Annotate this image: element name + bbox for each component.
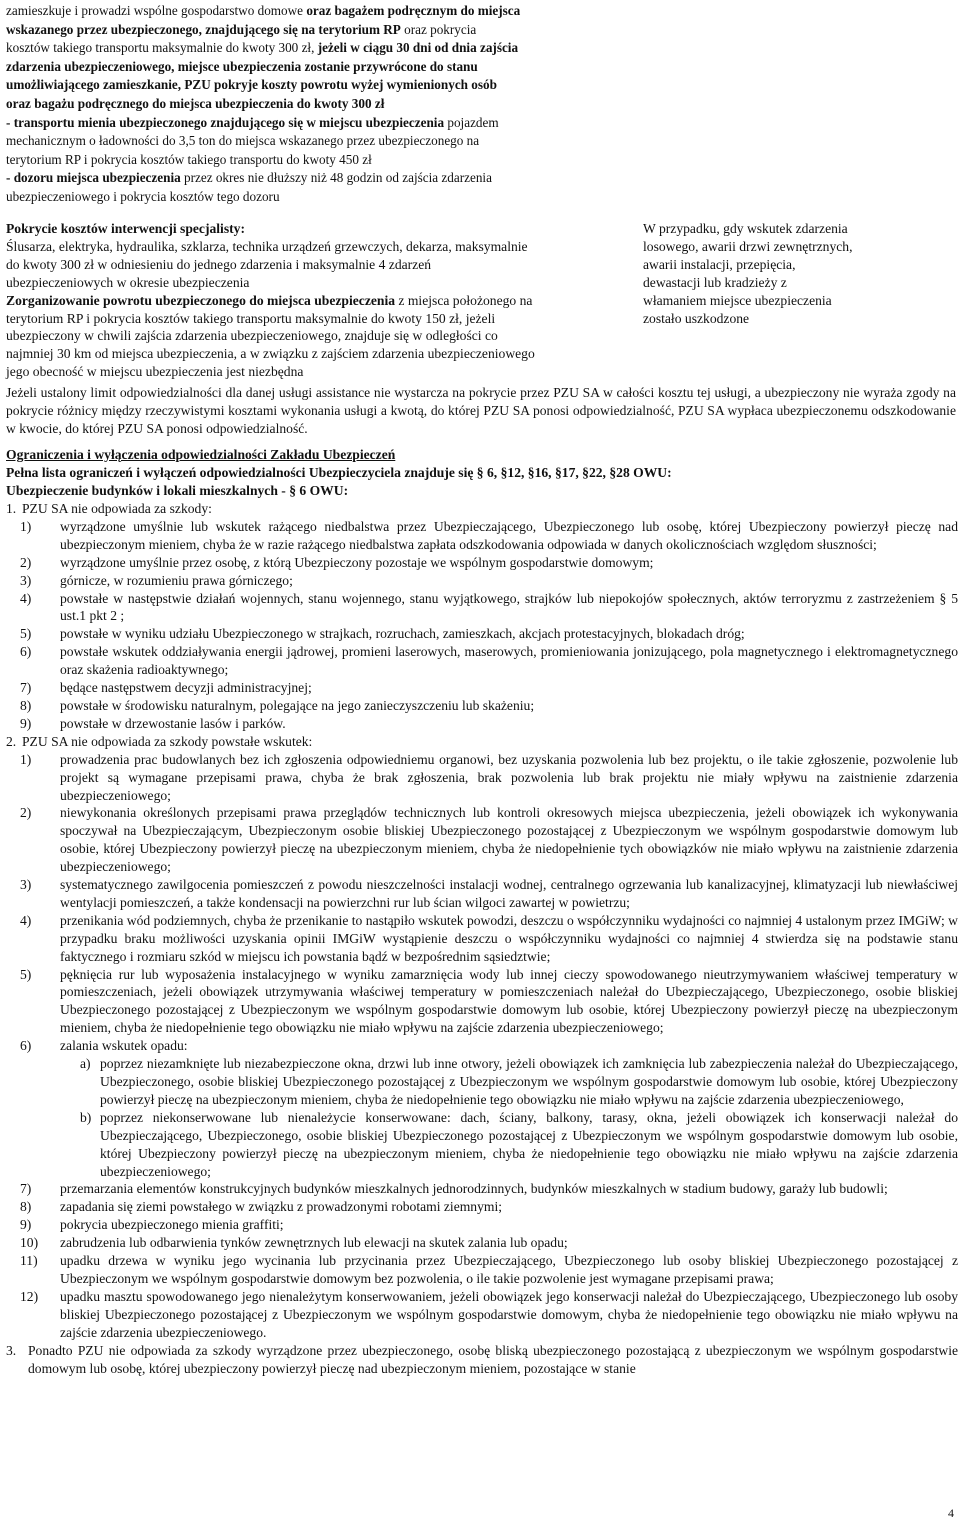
- list-item: 1) wyrządzone umyślnie lub wskutek rażącego niedbalstwa przez Ubezpieczającego, Ubezpieczonego lub osobę, której Ubezpieczony powierzył pieczę nad ubezpieczonym mieniem, chyba że w razie rażącego niedbalstwa zapłata odszkodowania odpowiada w danych okolicznościach względom słuszności;: [20, 518, 958, 552]
- text-line: Zorganizowanie powrotu ubezpieczonego do miejsca ubezpieczenia z miejsca położonego na: [6, 292, 533, 308]
- list-item: 5) pęknięcia rur lub wyposażenia instalacyjnego w wyniku zamarznięcia wody lub innej cieczy spowodowanego nieutrzymywaniem właściwej temperatury w pomieszczeniach, jeżeli obowiązek utrzymywania właściwej temperatury w pomieszczeniach należał do Ubezpieczającego, Ubezpieczonego, osobie bliskiej Ubezpieczonego pozostającej z Ubezpieczonym we wspólnym gospodarstwie domowym lub osobie, której Ubezpieczony powierzył pieczę na ubezpieczonym mieniem, chyba że niedopełnienie tego obowiązku nie miało wpływu na zajście zdarzenia ubezpieczeniowego;: [20, 966, 958, 1036]
- right-note: [643, 220, 943, 327]
- list-item: 4) przenikania wód podziemnych, chyba że przenikanie to nastąpiło wskutek powodzi, deszczu o współczynniku wydajności co najmniej 4 ustalonym przez IMGiW; w przypadku braku możliwości uzyskania opinii IMGiW wystąpienie deszczu o współczynniku wydajności co najmniej 4 stwierdza się na podstawie stanu faktycznego i rozmiaru szkód w miejscu ich powstania bądź w bezpośrednim sąsiedztwie;: [20, 912, 958, 964]
- list-item: 5) powstałe w wyniku udziału Ubezpieczonego w strajkach, rozruchach, zamieszkach, akcjach protestacyjnych, blokadach dróg;: [20, 626, 745, 642]
- text-line: Pokrycie kosztów interwencji specjalisty:: [6, 221, 245, 236]
- list-item: 7) przemarzania elementów konstrukcyjnych budynków mieszkalnych jednorodzinnych, budynków mieszkalnych w stadium budowy, garaży lub budowli;: [20, 1181, 888, 1197]
- list-item: 12) upadku masztu spowodowanego jego nienależytym konserwowaniem, jeżeli obowiązek jego konserwacji należał do Ubezpieczającego, Ubezpieczonego lub osoby bliskiej Ubezpieczonego pozostającej z Ubezpieczonym we wspólnym gospodarstwie domowym, chyba że niedopełnienie tego obowiązku nie miało wpływu na zajście zdarzenia ubezpieczeniowego.: [20, 1288, 958, 1340]
- text-line: terytorium RP i pokrycia kosztów takiego transportu maksymalnie do kwoty 150 zł, jeżeli: [6, 310, 496, 326]
- limit-paragraph: Jeżeli ustalony limit odpowiedzialności dla danej usługi assistance nie wystarcza na pokrycie przez PZU SA w całości kosztu tej usługi, a ubezpieczony nie wyraża zgody na pokrycie różnicy między rzeczywistymi kosztami wykonania usługi a kwotą, do której PZU SA ponosi odpowiedzialność, PZU SA wypłaca ubezpieczonemu odszkodowanie w kwocie, do której PZU SA ponosi odpowiedzialność.: [6, 385, 956, 436]
- specialist-block: [6, 220, 631, 381]
- text-line: najmniej 30 km od miejsca ubezpieczenia, a w związku z zajściem zdarzenia ubezpieczeniowego: [6, 346, 535, 362]
- text-line: do kwoty 300 zł w odniesieniu do jednego zdarzenia i maksymalnie 4 zdarzeń: [6, 256, 432, 272]
- exclusions-list: [6, 500, 958, 1377]
- list-item: 7) będące następstwem decyzji administracyjnej;: [20, 680, 312, 696]
- note-line: W przypadku, gdy wskutek zdarzenia: [643, 221, 848, 236]
- list-item: 3. Ponadto PZU nie odpowiada za szkody wyrządzone przez ubezpieczonego, osobę bliską ubezpieczonego pozostającą z ubezpieczonym we wspólnym gospodarstwie domowym lub osobę, której ubezpieczony powierzył pieczę nad ubezpieczonym mieniem, pozostające w stanie: [6, 1342, 958, 1376]
- list-item: 8) zapadania się ziemi powstałego w związku z prowadzonymi robotami ziemnymi;: [20, 1199, 503, 1215]
- list-item: 2. PZU SA nie odpowiada za szkody powstałe wskutek:: [6, 733, 313, 749]
- list-item: 1. PZU SA nie odpowiada za szkody:: [6, 501, 212, 516]
- subsection-title: Ubezpieczenie budynków i lokali mieszkalnych - § 6 OWU:: [6, 482, 349, 498]
- text-line: zdarzenia ubezpieczeniowego, miejsce ubezpieczenia zostanie przywrócone do stanu: [6, 58, 478, 74]
- list-item: 10) zabrudzenia lub odbarwienia tynków zewnętrznych lub elewacji na skutek zalania lub opadu;: [20, 1235, 568, 1251]
- list-item: 2) niewykonania określonych przepisami prawa przeglądów technicznych lub kontroli okresowych miejsca ubezpieczenia, jeżeli obowiązek ich wykonywania spoczywał na Ubezpieczającym, Ubezpieczonym osobie bliskiej Ubezpieczonego pozostającej z Ubezpieczonym we wspólnym gospodarstwie domowym lub osobie, której Ubezpieczony powierzył pieczę na ubezpieczonym mieniem, chyba że niedopełnienie tych obowiązków nie miało wpływu na zaistnienie zdarzenia ubezpieczeniowego;: [20, 805, 958, 875]
- assistance-transport-block: [6, 2, 626, 207]
- exclusions-header: [6, 446, 956, 500]
- text-line: ubezpieczony w chwili zajścia zdarzenia ubezpieczeniowego, znajduje się w odległości co: [6, 328, 498, 344]
- text-line: ubezpieczeniowych w okresie ubezpieczenia: [6, 274, 250, 290]
- note-line: zostało uszkodzone: [643, 310, 750, 326]
- list-item: 2) wyrządzone umyślnie przez osobę, z którą Ubezpieczony pozostaje we wspólnym gospodarstwie domowym;: [20, 554, 654, 570]
- text-line: ubezpieczeniowego i pokrycia kosztów tego dozoru: [6, 188, 280, 204]
- list-item: 3) górnicze, w rozumieniu prawa górniczego;: [20, 572, 293, 588]
- sub-list-item: a) poprzez niezamknięte lub niezabezpieczone okna, drzwi lub inne otwory, jeżeli obowiązek ich zamknięcia lub zabezpieczenia należał do Ubezpieczającego, Ubezpieczonego, osobie bliskiej Ubezpieczonego pozostającej z Ubezpieczonym we wspólnym gospodarstwie domowym lub osobie, której Ubezpieczony powierzył pieczę na ubezpieczonym mieniem, chyba że niedopełnienie tego obowiązku nie miało wpływu na zajście zdarzenia ubezpieczeniowego,: [80, 1056, 958, 1107]
- sub-list-item: b) poprzez niekonserwowane lub nienależycie konserwowane: dach, ściany, balkony, tarasy, okna, jeżeli obowiązek ich konserwacji należał do Ubezpieczającego, Ubezpieczonego, osobie bliskiej Ubezpieczonego pozostającej z Ubezpieczonym we wspólnym gospodarstwie domowym lub osobie, której Ubezpieczony powierzył pieczę na ubezpieczonym mieniem, chyba że niedopełnienie tego obowiązku nie miało wpływu na zajście zdarzenia ubezpieczeniowego;: [80, 1109, 958, 1179]
- list-item: 11) upadku drzewa w wyniku jego wycinania lub przycinania przez Ubezpieczającego, Ubezpieczonego lub osoby bliskiej Ubezpieczonego pozostającej z Ubezpieczonym we wspólnym gospodarstwie domowym bez pozwolenia, o ile takie pozwolenie jest wymagane przepisami prawa;: [20, 1253, 958, 1286]
- note-line: dewastacji lub kradzieży z: [643, 274, 787, 290]
- note-line: losowego, awarii drzwi zewnętrznych,: [643, 238, 853, 254]
- text-line: - transportu mienia ubezpieczonego znajdującego się w miejscu ubezpieczenia pojazdem: [6, 114, 499, 130]
- list-item: 9) pokrycia ubezpieczonego mienia graffiti;: [20, 1217, 284, 1233]
- full-list-note: Pełna lista ograniczeń i wyłączeń odpowiedzialności Ubezpieczyciela znajduje się § 6, §12, §16, §17, §22, §28 OWU:: [6, 464, 672, 480]
- list-item: 6) zalania wskutek opadu:: [20, 1038, 188, 1054]
- list-item: 3) systematycznego zawilgocenia pomieszczeń z powodu nieszczelności instalacji wodnej, centralnego ogrzewania lub kanalizacyjnej, klimatyzacji lub niewłaściwej wentylacji pomieszczeń, a także kondensacji na powierzchni rur lub ścian wilgoci zawartej w powietrzu;: [20, 877, 958, 910]
- note-line: włamaniem miejsce ubezpieczenia: [643, 292, 832, 308]
- list-item: 4) powstałe w następstwie działań wojennych, stanu wojennego, stanu wyjątkowego, strajków lub niepokojów społecznych, aktów terroryzmu z zastrzeżeniem § 5 ust.1 pkt 2 ;: [20, 590, 958, 624]
- text-line: umożliwiającego zamieszkanie, PZU pokryje koszty powrotu wyżej wymienionych osób: [6, 77, 497, 93]
- text-line: - dozoru miejsca ubezpieczenia przez okres nie dłuższy niż 48 godzin od zajścia zdarzenia: [6, 170, 492, 186]
- text-line: kosztów takiego transportu maksymalnie do kwoty 300 zł, jeżeli w ciągu 30 dni od dnia zajścia: [6, 40, 519, 56]
- note-line: awarii instalacji, przepięcia,: [643, 256, 796, 272]
- list-item: 1) prowadzenia prac budowlanych bez ich zgłoszenia odpowiedniemu organowi, bez uzyskania pozwolenia lub bez projektu, o ile takie zgłoszenie, pozwolenie lub projekt są wymagane przepisami prawa, chyba że brak zgłoszenia, brak pozwolenia lub brak projektu nie miały wpływu na zaistnienie zdarzenia ubezpieczeniowego;: [20, 751, 958, 803]
- text-line: oraz bagażu podręcznego do miejsca ubezpieczenia do kwoty 300 zł: [6, 95, 385, 111]
- text-line: mechanicznym o ładowności do 3,5 ton do miejsca wskazanego przez ubezpieczonego na: [6, 133, 480, 149]
- text-line: zamieszkuje i prowadzi wspólne gospodarstwo domowe oraz bagażem podręcznym do miejsca: [6, 3, 521, 18]
- section-title: Ograniczenia i wyłączenia odpowiedzialności Zakładu Ubezpieczeń: [6, 447, 396, 462]
- list-item: 9) powstałe w drzewostanie lasów i parków.: [20, 715, 286, 731]
- text-line: jego obecność w miejscu ubezpieczenia jest niezbędna: [6, 364, 304, 380]
- list-item: 8) powstałe w środowisku naturalnym, polegające na jego zanieczyszczeniu lub skażeniu;: [20, 697, 535, 713]
- list-item: 6) powstałe wskutek oddziaływania energii jądrowej, promieni laserowych, maserowych, promieniowania jonizującego, pola magnetycznego i elektromagnetycznego oraz skażenia radioaktywnego;: [20, 644, 958, 678]
- text-line: terytorium RP i pokrycia kosztów takiego transportu do kwoty 450 zł: [6, 151, 372, 167]
- page-number: 4: [948, 1506, 954, 1520]
- text-line: Ślusarza, elektryka, hydraulika, szklarza, technika urządzeń grzewczych, dekarza, maksymalnie: [6, 238, 528, 254]
- text-line: wskazanego przez ubezpieczonego, znajdującego się na terytorium RP oraz pokrycia: [6, 21, 477, 37]
